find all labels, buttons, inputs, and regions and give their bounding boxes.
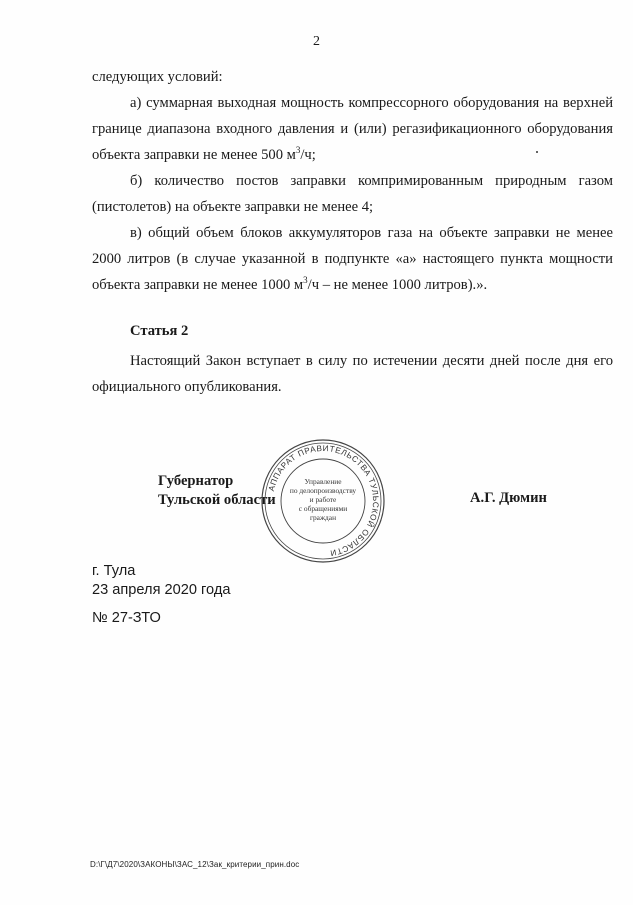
paragraph-a: [92, 90, 613, 168]
amendment-text: [92, 64, 613, 298]
place-date-block: [92, 562, 230, 600]
paragraph-intro: следующих условий:: [92, 69, 223, 85]
paragraph-a-unit: /ч;: [300, 147, 316, 163]
signatory-name: А.Г. Дюмин: [470, 490, 547, 506]
paragraph-c-text: в) общий объем блоков аккумуляторов газа на объекте заправки не менее 2000 литров (в случае указанной в подпункте «а» настоящего пункта мощности объекта заправки не менее 1000 м: [92, 225, 613, 293]
stamp-line-4: с обращениями: [298, 504, 348, 513]
position-line-1: Губернатор: [158, 473, 234, 489]
paragraph-b: б) количество постов заправки компримированным природным газом (пистолетов) на объекте заправки не менее 4;: [92, 173, 613, 215]
stamp-outer-text: АППАРАТ ПРАВИТЕЛЬСТВА ТУЛЬСКОЙ ОБЛАСТИ: [267, 443, 381, 558]
scan-speck: [536, 151, 538, 153]
date: 23 апреля 2020 года: [92, 582, 231, 598]
place: г. Тула: [92, 563, 136, 579]
law-number: № 27-ЗТО: [92, 610, 161, 626]
position-line-2: Тульской области: [158, 492, 276, 508]
stamp-line-5: граждан: [309, 513, 337, 522]
signatory-position: [158, 472, 276, 510]
paragraph-c-unit: /ч – не менее 1000 литров).».: [307, 277, 488, 293]
stamp-line-2: по делопроизводству: [289, 486, 357, 495]
paragraph-a-text: а) суммарная выходная мощность компрессорного оборудования на верхней границе диапазона входного давления и (или) регазификационного оборудования объекта заправки не менее 500 м: [92, 95, 613, 163]
paragraph-c: [92, 220, 613, 298]
superscript: 3: [303, 275, 308, 285]
official-stamp: [260, 438, 386, 564]
file-path-footer: D:\Г\Д7\2020\ЗАКОНЫ\ЗАС_12\Зак_критерии_прин.doc: [90, 860, 300, 869]
article-title: Статья 2: [130, 323, 189, 339]
article-body: [92, 348, 613, 400]
article-paragraph: Настоящий Закон вступает в силу по истечении десяти дней после дня его официального опубликования.: [92, 353, 613, 395]
stamp-line-3: и работе: [309, 495, 337, 504]
superscript: 3: [295, 145, 301, 155]
page-number: 2: [313, 34, 320, 49]
stamp-line-1: Управление: [304, 477, 342, 486]
